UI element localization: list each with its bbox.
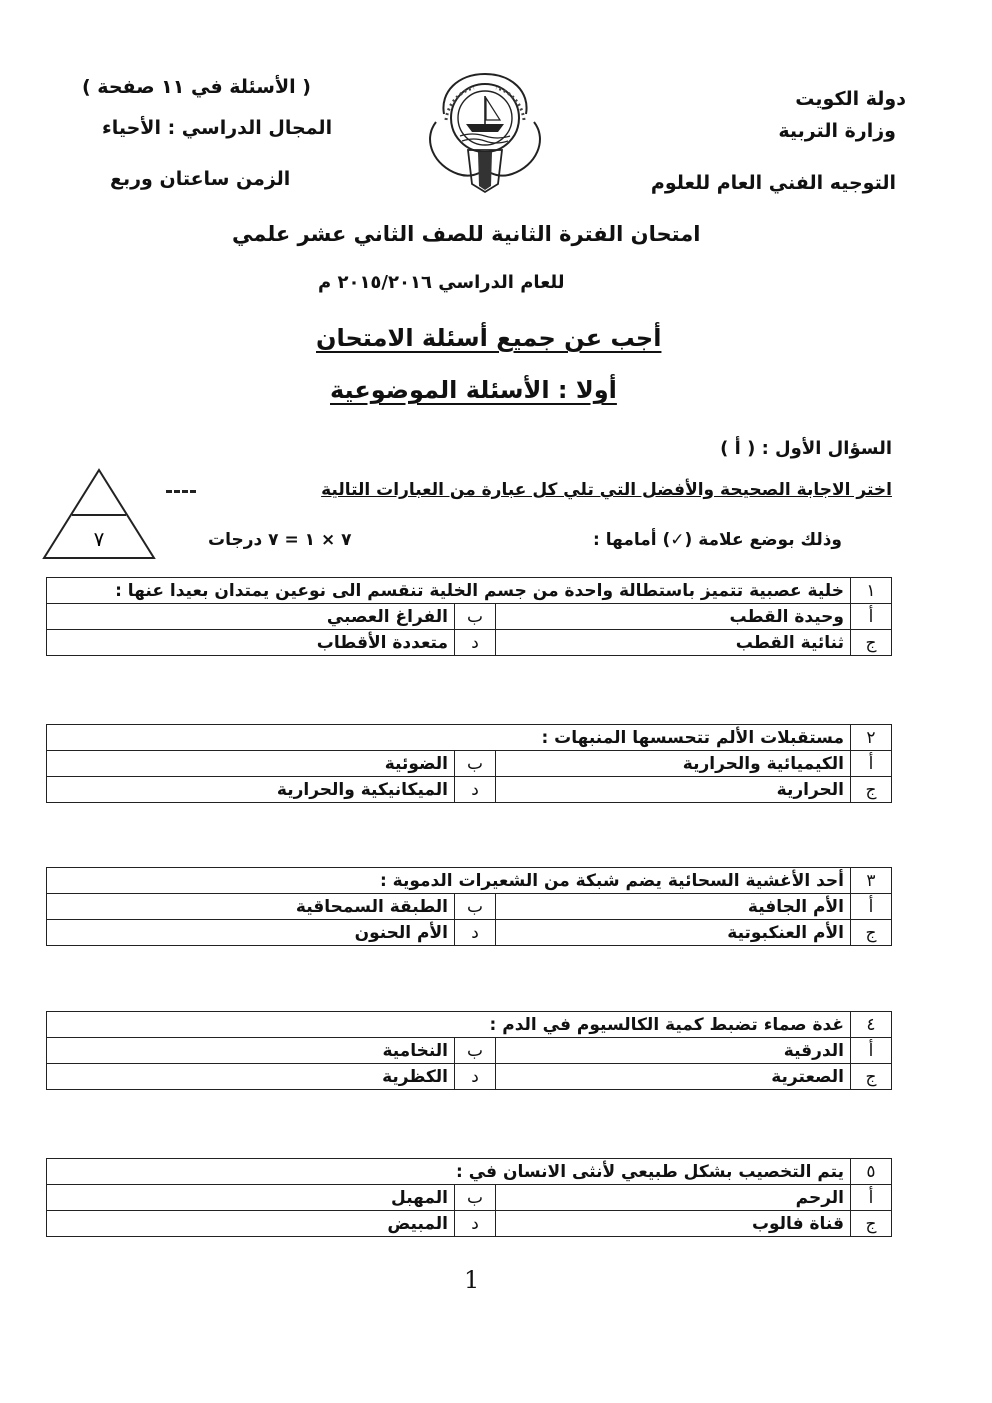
header-duration: الزمن ساعتان وربع (110, 168, 291, 190)
exam-title: امتحان الفترة الثانية للصف الثاني عشر علمي (232, 222, 701, 246)
option-a[interactable]: الكيميائية والحرارية (496, 751, 851, 777)
question-prompt: اختر الاجابة الصحيحة والأفضل التي تلي كل عبارة من العبارات التالية (321, 480, 892, 500)
page-number: 1 (464, 1266, 480, 1294)
option-d[interactable]: متعددة الأقطاب (47, 630, 455, 656)
question-label: السؤال الأول : ( أ ) (720, 438, 892, 459)
option-letter-d: د (455, 920, 496, 946)
kuwait-emblem (418, 62, 552, 202)
header-ministry: وزارة التربية (778, 120, 896, 142)
header-pages-count: ( الأسئلة في ١١ صفحة ) (82, 76, 311, 98)
item-stem: أحد الأغشية السحائية يضم شبكة من الشعيرات الدموية : (47, 868, 851, 894)
option-letter-b: ب (455, 751, 496, 777)
exam-year: للعام الدراسي ٢٠١٥/٢٠١٦ م (318, 272, 565, 293)
item-stem: مستقبلات الألم تتحسسها المنبهات : (47, 725, 851, 751)
option-letter-a: أ (851, 1038, 892, 1064)
item-number: ٣ (851, 868, 892, 894)
option-letter-d: د (455, 1064, 496, 1090)
option-letter-d: د (455, 777, 496, 803)
item-stem: يتم التخصيب بشكل طبيعي لأنثى الانسان في : (47, 1159, 851, 1185)
option-d[interactable]: الأم الحنون (47, 920, 455, 946)
question-item-4 (46, 1011, 892, 1090)
question-item-3 (46, 867, 892, 946)
item-number: ٥ (851, 1159, 892, 1185)
question-item-1 (46, 577, 892, 656)
question-item-5 (46, 1158, 892, 1237)
option-letter-c: ج (851, 630, 892, 656)
option-c[interactable]: قناة فالوب (496, 1211, 851, 1237)
option-d[interactable]: المبيض (47, 1211, 455, 1237)
option-b[interactable]: الفراغ العصبي (47, 604, 455, 630)
option-letter-b: ب (455, 1038, 496, 1064)
item-stem: خلية عصبية تتميز باستطالة واحدة من جسم الخلية تنقسم الى نوعين يمتدان بعيدا عنها : (47, 578, 851, 604)
question-item-2 (46, 724, 892, 803)
option-letter-a: أ (851, 604, 892, 630)
item-number: ٤ (851, 1012, 892, 1038)
option-c[interactable]: الصعترية (496, 1064, 851, 1090)
option-letter-a: أ (851, 751, 892, 777)
option-letter-a: أ (851, 894, 892, 920)
score-triangle (40, 466, 158, 562)
prompt-leader-line (166, 490, 196, 493)
question-marks: ٧ × ١ = ٧ درجات (208, 530, 352, 550)
option-letter-d: د (455, 630, 496, 656)
option-letter-c: ج (851, 920, 892, 946)
header-directorate: التوجيه الفني العام للعلوم (650, 172, 896, 194)
option-letter-c: ج (851, 1211, 892, 1237)
item-stem: غدة صماء تضبط كمية الكالسيوم في الدم : (47, 1012, 851, 1038)
option-letter-a: أ (851, 1185, 892, 1211)
option-letter-b: ب (455, 604, 496, 630)
header-country: دولة الكويت (795, 88, 906, 110)
option-a[interactable]: الدرقية (496, 1038, 851, 1064)
option-letter-b: ب (455, 894, 496, 920)
option-d[interactable]: الكظرية (47, 1064, 455, 1090)
option-a[interactable]: الرحم (496, 1185, 851, 1211)
option-c[interactable]: الحرارية (496, 777, 851, 803)
option-b[interactable]: الطبقة السمحاقية (47, 894, 455, 920)
exam-instruction: أجب عن جميع أسئلة الامتحان (316, 324, 662, 352)
item-number: ٢ (851, 725, 892, 751)
header-subject: المجال الدراسي : الأحياء (102, 117, 333, 139)
option-b[interactable]: المهبل (47, 1185, 455, 1211)
option-a[interactable]: وحيدة القطب (496, 604, 851, 630)
option-c[interactable]: الأم العنكبوتية (496, 920, 851, 946)
option-a[interactable]: الأم الجافية (496, 894, 851, 920)
option-b[interactable]: الضوئية (47, 751, 455, 777)
option-letter-d: د (455, 1211, 496, 1237)
option-letter-c: ج (851, 1064, 892, 1090)
score-value: ٧ (93, 527, 105, 551)
option-b[interactable]: النخامية (47, 1038, 455, 1064)
option-letter-b: ب (455, 1185, 496, 1211)
option-c[interactable]: ثنائية القطب (496, 630, 851, 656)
option-letter-c: ج (851, 777, 892, 803)
option-d[interactable]: الميكانيكية والحرارية (47, 777, 455, 803)
section-title: أولا : الأسئلة الموضوعية (330, 376, 617, 404)
question-note: وذلك بوضع علامة (✓) أمامها : (593, 530, 842, 550)
item-number: ١ (851, 578, 892, 604)
